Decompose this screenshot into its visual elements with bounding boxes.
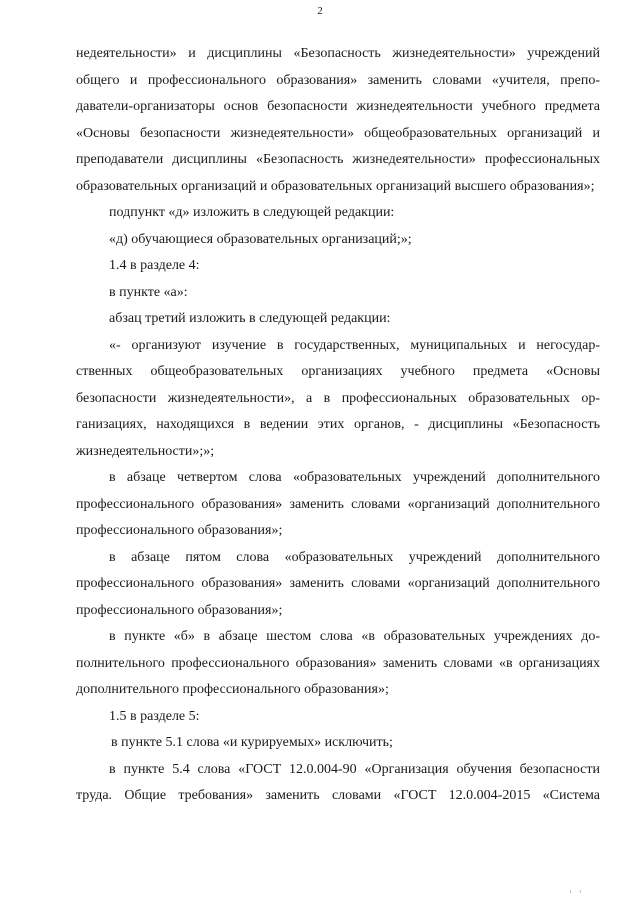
- paragraph-continuation: недеятельности» и дисциплины «Безопасность жизнедеятельности» учреждений общего и профессионального образования» заменить словами «учителя, преподаватели-организаторы основ безопасности жизнедеятельности учебного предмета «Основы безопасности жизнедеятельности» общеобразовательных организаций и преподаватели дисциплины «Безопасность жизнедеятельности» профессиональных образовательных организаций и образовательных организаций высшего образования»;: [76, 46, 600, 194]
- paragraph-point-a: в пункте «а»:: [109, 284, 188, 300]
- page-number: 2: [317, 5, 323, 17]
- paragraph-point-5-4: в пункте 5.4 слова «ГОСТ 12.0.004-90 «Организация обучения безопасности труда. Общие требования» заменить словами «ГОСТ 12.0.004-2015 «Система: [76, 761, 600, 803]
- document-body: [76, 41, 600, 810]
- paragraph-organize-study: «- организуют изучение в государственных, муниципальных и негосударственных общеобразовательных организациях учебного предмета «Основы безопасности жизнедеятельности», а в профессиональных образовательных организациях, находящихся в ведении этих органов, - дисциплины «Безопасность жизнедеятельности»;»;: [76, 337, 600, 459]
- paragraph-fourth-abzac: в абзаце четвертом слова «образовательных учреждений дополнительного профессионального образования» заменить словами «организаций дополнительного профессионального образования»;: [76, 470, 600, 538]
- paragraph-subitem-d-text: «д) обучающиеся образовательных организаций;»;: [109, 231, 412, 247]
- paragraph-third-abzac: абзац третий изложить в следующей редакции:: [109, 311, 391, 326]
- paragraph-section-1-4: 1.4 в разделе 4:: [109, 258, 200, 273]
- paragraph-fifth-abzac: в абзаце пятом слова «образовательных учреждений дополнительного профессионального образования» заменить словами «организаций дополнительного профессионального образования»;: [76, 549, 600, 618]
- paragraph-section-1-5: 1.5 в разделе 5:: [109, 708, 200, 724]
- paragraph-point-b: в пункте «б» в абзаце шестом слова «в образовательных учреждениях дополнительного профессионального образования» заменить словами «в организациях дополнительного профессионального образования»;: [76, 629, 600, 697]
- paragraph-point-5-1: в пункте 5.1 слова «и курируемых» исключить;: [111, 735, 393, 750]
- corner-mark: ' ': [569, 889, 584, 899]
- paragraph-subitem-d: подпункт «д» изложить в следующей редакции:: [109, 205, 395, 220]
